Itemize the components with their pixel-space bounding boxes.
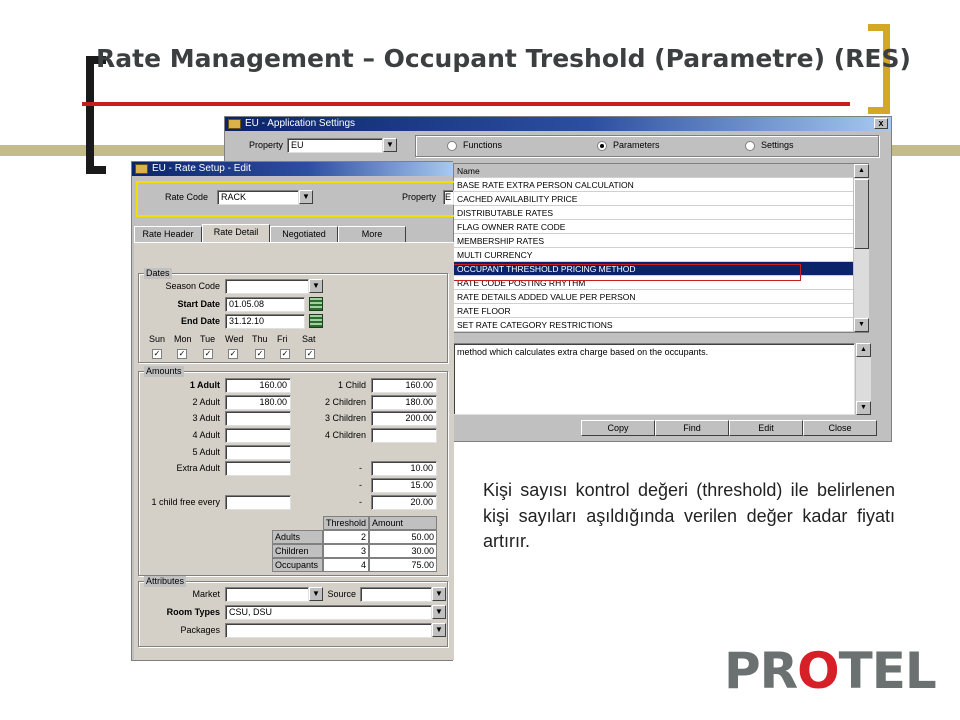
tab-rate-detail[interactable]: Rate Detail: [202, 224, 270, 242]
room-types-label: Room Types: [166, 607, 220, 617]
list-item[interactable]: OCCUPANT THRESHOLD PRICING METHOD: [454, 262, 868, 276]
list-item[interactable]: RATE DETAILS ADDED VALUE PER PERSON: [454, 290, 868, 304]
extra-amount-field[interactable]: 20.00: [371, 495, 437, 510]
threshold-value-cell[interactable]: 4: [323, 558, 369, 572]
child-amount-field[interactable]: 160.00: [371, 378, 437, 393]
child-amount-field[interactable]: 200.00: [371, 411, 437, 426]
list-scrollbar[interactable]: [853, 164, 869, 332]
radio-functions-label[interactable]: Functions: [463, 140, 503, 150]
packages-label: Packages: [180, 625, 220, 635]
list-item[interactable]: RATE CODE POSTING RHYTHM: [454, 276, 868, 290]
packages-dropdown-button[interactable]: ▼: [432, 623, 446, 637]
list-item[interactable]: FLAG OWNER RATE CODE: [454, 220, 868, 234]
market-dropdown-button[interactable]: ▼: [309, 587, 323, 601]
weekday-checkbox[interactable]: ✓: [256, 349, 264, 358]
close-button[interactable]: Close: [803, 420, 877, 436]
threshold-value-cell[interactable]: 2: [323, 530, 369, 544]
rate-property-field[interactable]: E: [443, 190, 454, 205]
attributes-group-label: Attributes: [146, 576, 185, 586]
scroll-thumb[interactable]: [854, 179, 869, 249]
adult-label: 3 Adult: [192, 413, 220, 423]
adult-amount-field[interactable]: [225, 445, 291, 460]
parameter-list: [453, 163, 869, 333]
adult-label: 4 Adult: [192, 430, 220, 440]
adult-label: 2 Adult: [192, 397, 220, 407]
market-field[interactable]: [225, 587, 309, 602]
logo-pre: PR: [724, 642, 798, 700]
list-item[interactable]: CACHED AVAILABILITY PRICE: [454, 192, 868, 206]
property-label: Property: [249, 140, 284, 150]
list-item[interactable]: DISTRIBUTABLE RATES: [454, 206, 868, 220]
radio-parameters-label[interactable]: Parameters: [613, 140, 660, 150]
weekday-label: Fri: [277, 334, 288, 344]
dash-label: -: [359, 497, 362, 507]
parameter-description: method which calculates extra charge based on the occupants.: [453, 343, 855, 415]
property-dropdown-button[interactable]: ▼: [383, 138, 397, 152]
child-label: 1 Child: [337, 380, 366, 390]
app-settings-titlebar[interactable]: [225, 117, 891, 131]
list-rows: [454, 178, 868, 332]
title-underline: [82, 102, 850, 106]
child-amount-field[interactable]: 180.00: [371, 395, 437, 410]
olive-band-right: [892, 145, 960, 156]
extra-amount-field[interactable]: 15.00: [371, 478, 437, 493]
rate-setup-title: EU - Rate Setup - Edit: [152, 163, 251, 174]
source-field[interactable]: [360, 587, 432, 602]
tab-negotiated[interactable]: Negotiated: [270, 226, 338, 242]
room-types-field[interactable]: CSU, DSU: [225, 605, 432, 620]
extra-adult-field[interactable]: [225, 461, 291, 476]
app-settings-title: EU - Application Settings: [245, 118, 356, 129]
market-label: Market: [192, 589, 220, 599]
scroll-up-icon[interactable]: ▲: [854, 164, 869, 178]
weekday-checkbox[interactable]: ✓: [153, 349, 161, 358]
rate-code-field[interactable]: RACK: [217, 190, 299, 205]
extra-adult-label: Extra Adult: [176, 463, 220, 473]
list-item[interactable]: MEMBERSHIP RATES: [454, 234, 868, 248]
threshold-row-label: Occupants: [272, 558, 323, 572]
list-header: Name: [454, 164, 868, 178]
packages-field[interactable]: [225, 623, 432, 638]
weekday-checkbox[interactable]: ✓: [178, 349, 186, 358]
weekday-label: Thu: [252, 334, 268, 344]
threshold-amount-cell[interactable]: 30.00: [369, 544, 437, 558]
radio-functions[interactable]: [447, 141, 457, 151]
desc-scroll-down-icon[interactable]: ▼: [856, 401, 871, 415]
radio-parameters[interactable]: [597, 141, 607, 151]
threshold-amount-cell[interactable]: 50.00: [369, 530, 437, 544]
rate-setup-app-icon: [135, 164, 148, 174]
threshold-value-cell[interactable]: 3: [323, 544, 369, 558]
description-scrollbar[interactable]: [855, 343, 871, 415]
dash-label: -: [359, 463, 362, 473]
end-date-field[interactable]: 31.12.10: [225, 314, 305, 329]
source-dropdown-button[interactable]: ▼: [432, 587, 446, 601]
slide-description: Kişi sayısı kontrol değeri (threshold) ile belirlenen kişi sayıları aşıldığında verilen değer kadar fiyatı artırır.: [483, 480, 895, 552]
end-date-calendar-icon[interactable]: [309, 314, 323, 328]
olive-band: [0, 145, 224, 156]
threshold-amount-cell[interactable]: 75.00: [369, 558, 437, 572]
threshold-row-label: Children: [272, 544, 323, 558]
list-item[interactable]: SET RATE CATEGORY RESTRICTIONS: [454, 318, 868, 332]
child-free-label: 1 child free every: [151, 497, 220, 507]
dates-group-label: Dates: [146, 268, 170, 278]
weekday-label: Sat: [302, 334, 316, 344]
protel-logo: [724, 642, 936, 708]
radio-settings[interactable]: [745, 141, 755, 151]
room-types-dropdown-button[interactable]: ▼: [432, 605, 446, 619]
close-window-button[interactable]: x: [874, 118, 888, 129]
threshold-row-label: Adults: [272, 530, 323, 544]
rate-property-label: Property: [402, 192, 437, 202]
list-item[interactable]: BASE RATE EXTRA PERSON CALCULATION: [454, 178, 868, 192]
list-item[interactable]: RATE FLOOR: [454, 304, 868, 318]
adult-amount-field[interactable]: 180.00: [225, 395, 291, 410]
find-button[interactable]: Find: [655, 420, 729, 436]
start-date-calendar-icon[interactable]: [309, 297, 323, 311]
dash-label: -: [359, 480, 362, 490]
scroll-down-icon[interactable]: ▼: [854, 318, 869, 332]
rate-code-dropdown-button[interactable]: ▼: [299, 190, 313, 204]
weekday-checkbox[interactable]: ✓: [204, 349, 212, 358]
property-field[interactable]: EU: [287, 138, 383, 153]
edit-button[interactable]: Edit: [729, 420, 803, 436]
weekday-label: Tue: [200, 334, 216, 344]
season-code-label: Season Code: [165, 281, 220, 291]
season-code-field[interactable]: [225, 279, 309, 294]
list-item[interactable]: MULTI CURRENCY: [454, 248, 868, 262]
rate-code-label: Rate Code: [165, 192, 209, 202]
adult-amount-field[interactable]: 160.00: [225, 378, 291, 393]
extra-amount-field[interactable]: 10.00: [371, 461, 437, 476]
adult-amount-field[interactable]: [225, 411, 291, 426]
weekday-checkbox[interactable]: ✓: [306, 349, 314, 358]
weekday-label: Mon: [174, 334, 192, 344]
amounts-group-label: Amounts: [146, 366, 182, 376]
weekday-label: Wed: [225, 334, 244, 344]
child-label: 4 Children: [324, 430, 366, 440]
app-icon: [228, 119, 241, 129]
rate-setup-titlebar[interactable]: [132, 162, 453, 176]
slide-title: Rate Management – Occupant Treshold (Parametre) (RES): [96, 44, 911, 73]
source-label: Source: [327, 589, 356, 599]
weekday-checkbox[interactable]: ✓: [229, 349, 237, 358]
desc-scroll-up-icon[interactable]: ▲: [856, 343, 871, 357]
logo-post: TEL: [838, 642, 936, 700]
radio-settings-label[interactable]: Settings: [761, 140, 794, 150]
amount-header: Amount: [369, 516, 437, 530]
logo-o: O: [797, 642, 839, 700]
end-date-label: End Date: [180, 316, 220, 326]
adult-label: 1 Adult: [189, 380, 220, 390]
threshold-header: Threshold: [323, 516, 369, 530]
season-code-dropdown-button[interactable]: ▼: [309, 279, 323, 293]
child-label: 2 Children: [324, 397, 366, 407]
weekday-checkbox[interactable]: ✓: [281, 349, 289, 358]
tab-rate-header[interactable]: Rate Header: [134, 226, 202, 242]
tab-more[interactable]: More: [338, 226, 406, 242]
start-date-field[interactable]: 01.05.08: [225, 297, 305, 312]
start-date-label: Start Date: [177, 299, 220, 309]
copy-button[interactable]: Copy: [581, 420, 655, 436]
child-free-field[interactable]: [225, 495, 291, 510]
child-label: 3 Children: [324, 413, 366, 423]
adult-label: 5 Adult: [192, 447, 220, 457]
rate-setup-window: [131, 161, 453, 661]
child-amount-field[interactable]: [371, 428, 437, 443]
weekday-label: Sun: [149, 334, 166, 344]
adult-amount-field[interactable]: [225, 428, 291, 443]
